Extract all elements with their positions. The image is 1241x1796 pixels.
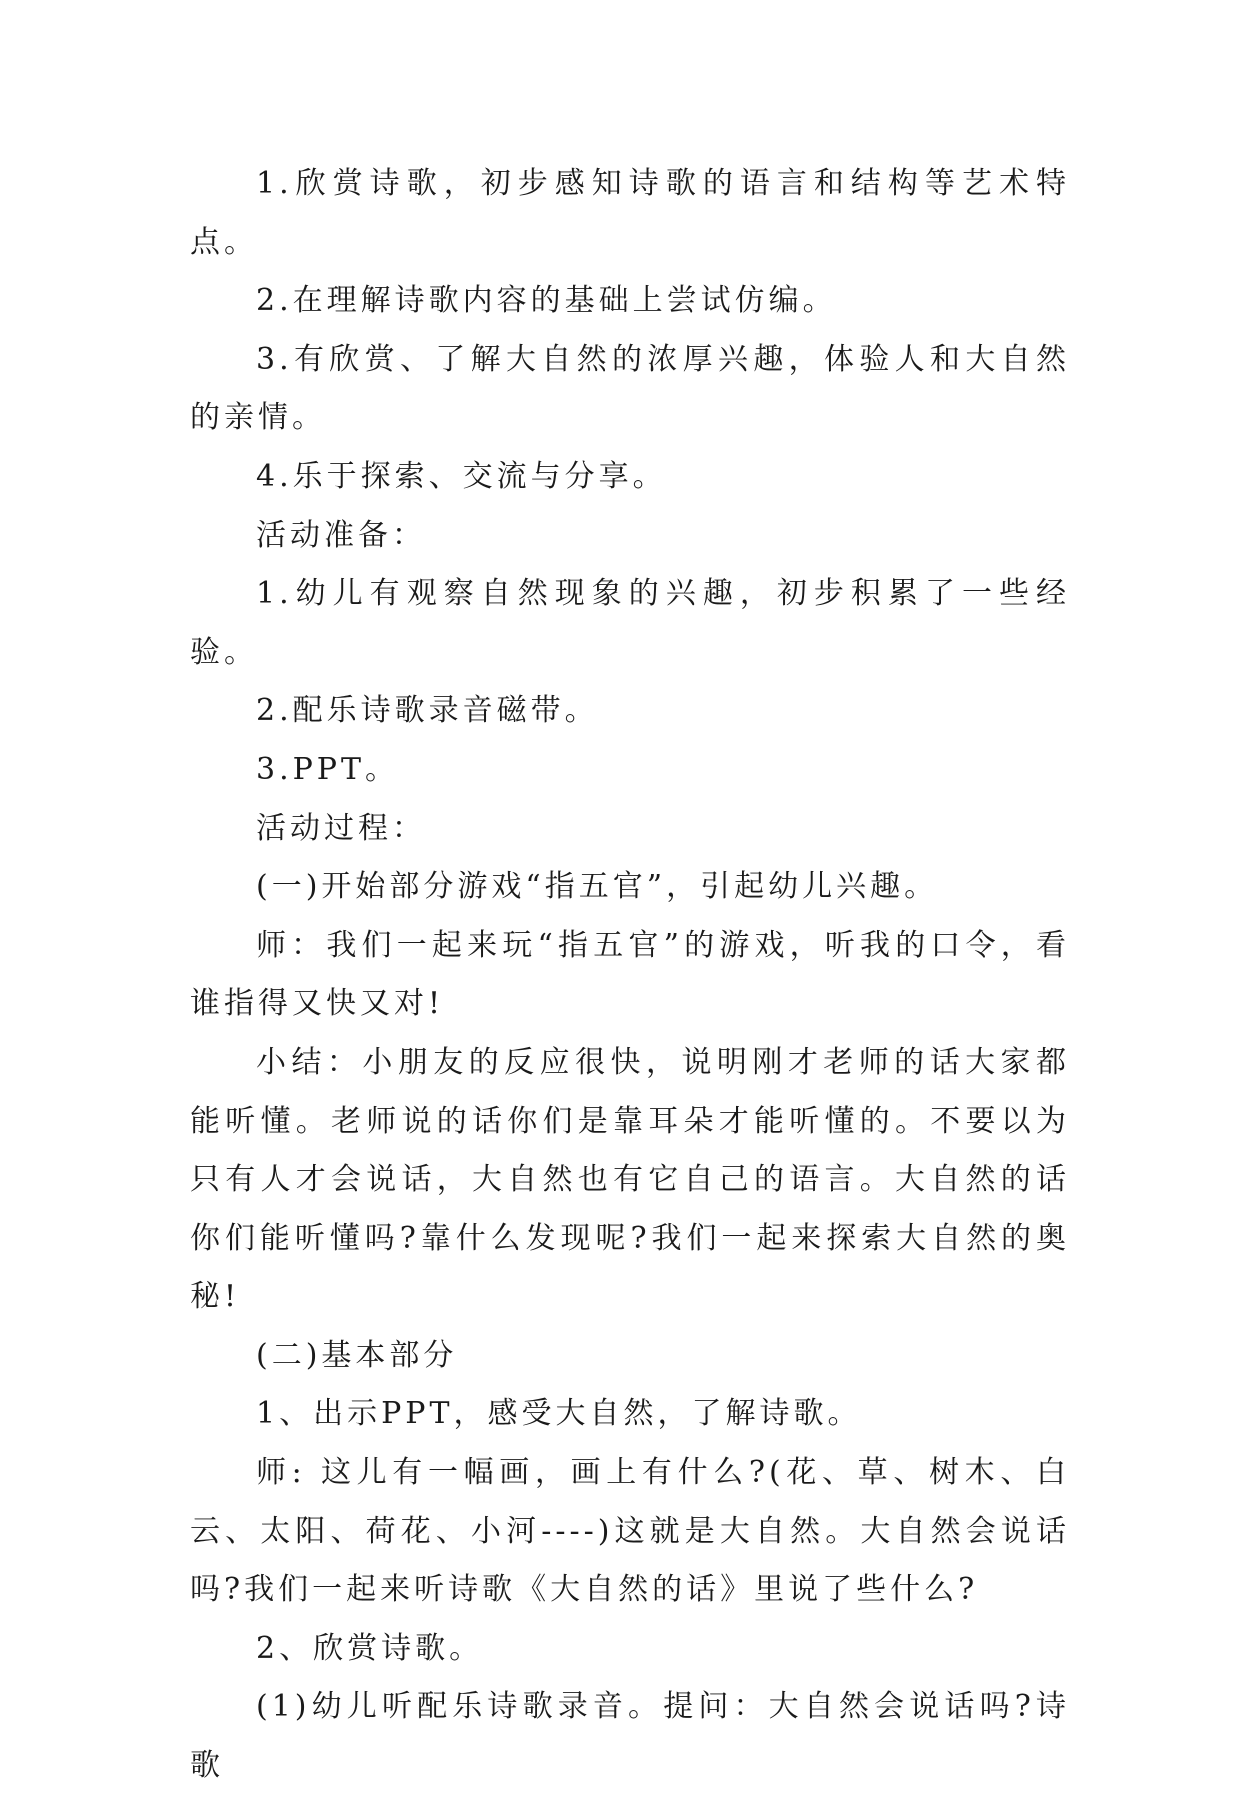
basic-section-heading: (二)基本部分 xyxy=(256,1337,458,1373)
goal-1-paragraph: 1.欣赏诗歌，初步感知诗歌的语言和结构等艺术特点。 xyxy=(190,166,1070,260)
process-heading: 活动过程： xyxy=(256,810,426,846)
teacher-game-paragraph: 师：我们一起来玩“指五官”的游戏，听我的口令，看谁指得又快又对! xyxy=(190,927,1070,1022)
step-1-paragraph: 1、出示PPT，感受大自然，了解诗歌。 xyxy=(256,1396,862,1432)
preparation-2-paragraph: 2.配乐诗歌录音磁带。 xyxy=(256,693,599,729)
goal-3-paragraph: 3.有欣赏、了解大自然的浓厚兴趣，体验人和大自然的亲情。 xyxy=(190,341,1070,436)
step-2-1-paragraph: (1)幼儿听配乐诗歌录音。提问：大自然会说话吗?诗歌 xyxy=(190,1689,1070,1784)
teacher-picture-paragraph: 师: 这儿有一幅画，画上有什么?(花、草、树木、白云、太阳、荷花、小河----)这就是大自然。大自然会说话吗?我们一起来听诗歌《大自然的话》里说了些什么? xyxy=(190,1455,1070,1608)
goal-4-paragraph: 4.乐于探索、交流与分享。 xyxy=(256,458,667,494)
document-body xyxy=(190,155,1070,1796)
goal-2-paragraph: 2.在理解诗歌内容的基础上尝试仿编。 xyxy=(256,283,837,319)
step-2-paragraph: 2、欣赏诗歌。 xyxy=(256,1630,484,1666)
preparation-3-paragraph: 3.PPT。 xyxy=(256,751,400,787)
opening-section-paragraph: (一)开始部分游戏“指五官”，引起幼儿兴趣。 xyxy=(256,869,939,905)
preparation-heading: 活动准备： xyxy=(256,517,426,553)
summary-paragraph: 小结：小朋友的反应很快，说明刚才老师的话大家都能听懂。老师说的话你们是靠耳朵才能听懂的。不要以为只有人才会说话，大自然也有它自己的语言。大自然的话你们能听懂吗?靠什么发现呢?我们一起来探索大自然的奥秘! xyxy=(190,1044,1070,1315)
preparation-1-paragraph: 1.幼儿有观察自然现象的兴趣，初步积累了一些经验。 xyxy=(190,576,1070,670)
